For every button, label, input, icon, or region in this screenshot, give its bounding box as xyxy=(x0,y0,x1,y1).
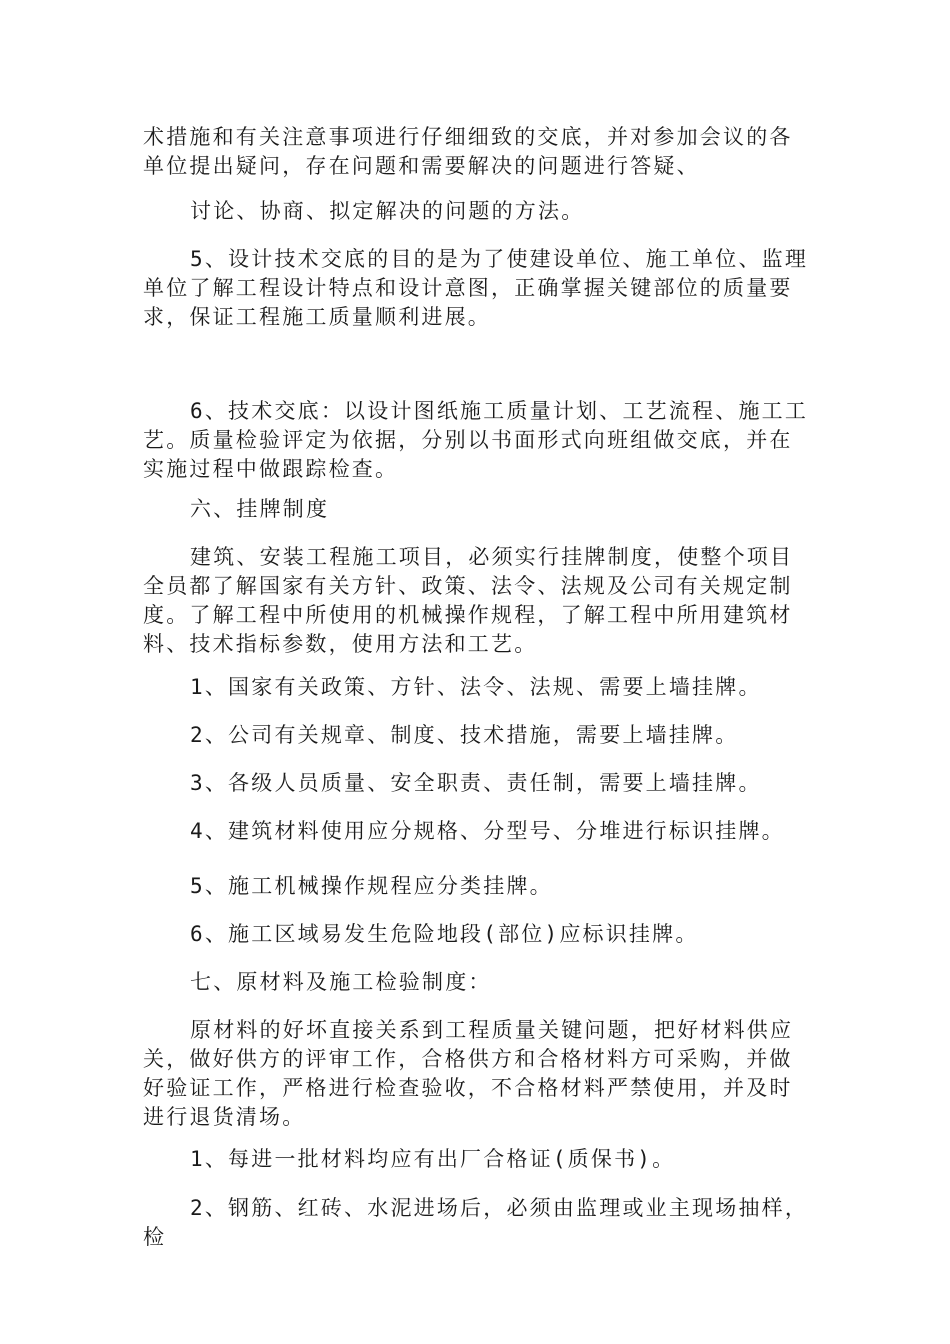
list-item-signage-6: 6、施工区域易发生危险地段(部位)应标识挂牌。 xyxy=(190,922,699,946)
list-item-signage-1: 1、国家有关政策、方针、法令、法规、需要上墙挂牌。 xyxy=(190,675,762,699)
paragraph-continuation: 术措施和有关注意事项进行仔细细致的交底，并对参加会议的各单位提出疑问，存在问题和需要解决的问题进行答疑、 xyxy=(143,125,793,178)
list-item-signage-3: 3、各级人员质量、安全职责、责任制，需要上墙挂牌。 xyxy=(190,771,762,795)
list-item-signage-2: 2、公司有关规章、制度、技术措施，需要上墙挂牌。 xyxy=(190,723,739,747)
paragraph-materials-intro: 原材料的好坏直接关系到工程质量关键问题，把好材料供应关，做好供方的评审工作，合格供方和合格材料方可采购，并做好验证工作，严格进行检查验收，不合格材料严禁使用，并及时进行退货清场。 xyxy=(143,1018,794,1129)
list-item-signage-4: 4、建筑材料使用应分规格、分型号、分堆进行标识挂牌。 xyxy=(190,819,785,843)
section-heading-6: 六、挂牌制度 xyxy=(190,497,330,521)
list-item-signage-5: 5、施工机械操作规程应分类挂牌。 xyxy=(190,874,553,898)
paragraph-item-5: 5、设计技术交底的目的是为了使建设单位、施工单位、监理单位了解工程设计特点和设计意图，正确掌握关键部位的质量要求，保证工程施工质量顺利进展。 xyxy=(143,247,809,329)
list-item-materials-1: 1、每进一批材料均应有出厂合格证(质保书)。 xyxy=(190,1147,676,1171)
paragraph-discussion: 讨论、协商、拟定解决的问题的方法。 xyxy=(190,199,585,223)
paragraph-signage-intro: 建筑、安装工程施工项目，必须实行挂牌制度，使整个项目全员都了解国家有关方针、政策、法令、法规及公司有关规定制度。了解工程中所使用的机械操作规程，了解工程中所用建筑材料、技术指标参数，使用方法和工艺。 xyxy=(143,545,794,656)
section-heading-7: 七、原材料及施工检验制度： xyxy=(190,970,492,994)
list-item-materials-2: 2、钢筋、红砖、水泥进场后，必须由监理或业主现场抽样，检 xyxy=(143,1196,809,1249)
paragraph-item-6: 6、技术交底：以设计图纸施工质量计划、工艺流程、施工工艺。质量检验评定为依据，分别以书面形式向班组做交底，并在实施过程中做跟踪检查。 xyxy=(143,399,809,481)
